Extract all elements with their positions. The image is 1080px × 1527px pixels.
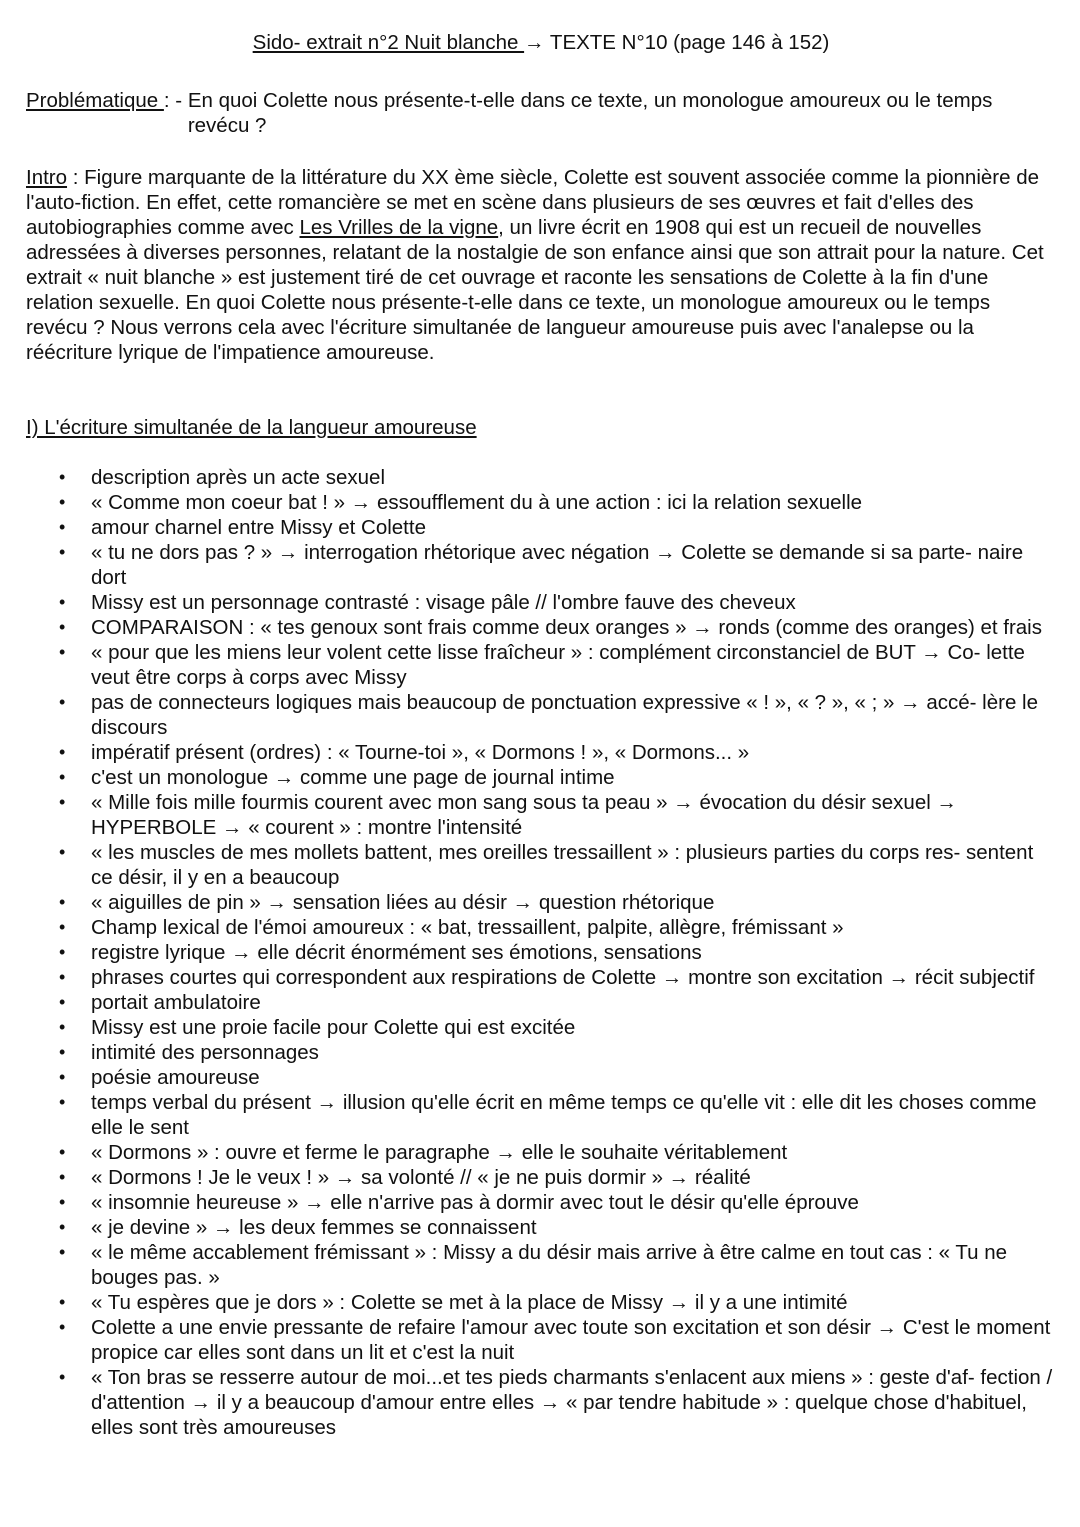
list-item-text: poésie amoureuse	[91, 1066, 260, 1089]
problem-text: En quoi Colette nous présente-t-elle dans ce texte, un monologue amoureux ou le temps revécu ?	[187, 89, 993, 137]
bullet-icon: •	[59, 1067, 66, 1087]
list-item	[26, 1015, 1056, 1040]
title-rest: → TEXTE N°10 (page 146 à 152)	[524, 31, 830, 54]
bullet-icon: •	[59, 1142, 66, 1162]
list-item	[26, 515, 1056, 540]
bullet-icon: •	[59, 1317, 66, 1337]
list-item-text: « le même accablement frémissant » : Missy a du désir mais arrive à être calme en tout cas : « Tu ne bouges pas. »	[91, 1241, 1008, 1289]
list-item	[26, 890, 1056, 915]
list-item	[26, 1240, 1056, 1290]
list-item	[26, 590, 1056, 615]
list-item	[26, 690, 1056, 740]
bullet-icon: •	[59, 942, 66, 962]
problem-separator: : -	[163, 89, 188, 112]
list-item-text: Champ lexical de l'émoi amoureux : « bat, tressaillent, palpite, allègre, frémissant »	[91, 916, 844, 939]
bullet-icon: •	[59, 992, 66, 1012]
list-item-text: Missy est un personnage contrasté : visage pâle // l'ombre fauve des cheveux	[91, 591, 796, 614]
intro-label: Intro	[26, 166, 68, 189]
bullet-icon: •	[59, 767, 66, 787]
bullet-list	[26, 465, 1056, 1440]
list-item	[26, 915, 1056, 940]
list-item-text: « les muscles de mes mollets battent, mes oreilles tressaillent » : plusieurs parties du corps res- sentent ce désir, il y en a beaucoup	[91, 841, 1034, 889]
problem-statement	[26, 88, 1056, 138]
list-item	[26, 1215, 1056, 1240]
list-item-text: Colette a une envie pressante de refaire l'amour avec toute son excitation et son désir → C'est le moment propice car elles sont dans un lit et c'est la nuit	[91, 1316, 1051, 1364]
bullet-icon: •	[59, 842, 66, 862]
list-item	[26, 965, 1056, 990]
list-item	[26, 1165, 1056, 1190]
bullet-icon: •	[59, 967, 66, 987]
bullet-icon: •	[59, 1292, 66, 1312]
list-item	[26, 990, 1056, 1015]
bullet-icon: •	[59, 1167, 66, 1187]
bullet-icon: •	[59, 592, 66, 612]
list-item	[26, 1065, 1056, 1090]
problem-label: Problématique	[26, 89, 164, 112]
list-item-text: « aiguilles de pin » → sensation liées au désir → question rhétorique	[91, 891, 715, 914]
document-title	[26, 30, 1056, 55]
intro-paragraph	[26, 165, 1056, 365]
list-item-text: « je devine » → les deux femmes se connaissent	[91, 1216, 537, 1239]
bullet-icon: •	[59, 492, 66, 512]
bullet-icon: •	[59, 1192, 66, 1212]
bullet-icon: •	[59, 742, 66, 762]
list-item	[26, 1365, 1056, 1440]
list-item	[26, 1190, 1056, 1215]
bullet-icon: •	[59, 642, 66, 662]
document-page	[26, 30, 1056, 1440]
list-item-text: temps verbal du présent → illusion qu'elle écrit en même temps ce qu'elle vit : elle dit les choses comme elle le sent	[91, 1091, 1037, 1139]
bullet-icon: •	[59, 892, 66, 912]
bullet-icon: •	[59, 542, 66, 562]
list-item-text: « tu ne dors pas ? » → interrogation rhétorique avec négation → Colette se demande si sa parte- naire dort	[91, 541, 1024, 589]
list-item-text: impératif présent (ordres) : « Tourne-toi », « Dormons ! », « Dormons... »	[91, 741, 750, 764]
list-item-text: Missy est une proie facile pour Colette qui est excitée	[91, 1016, 576, 1039]
list-item-text: « Dormons ! Je le veux ! » → sa volonté // « je ne puis dormir » → réalité	[91, 1166, 751, 1189]
intro-book-title: Les Vrilles de la vigne	[299, 216, 499, 239]
list-item-text: « insomnie heureuse » → elle n'arrive pas à dormir avec tout le désir qu'elle éprouve	[91, 1191, 859, 1214]
bullet-icon: •	[59, 467, 66, 487]
list-item	[26, 490, 1056, 515]
list-item	[26, 790, 1056, 840]
list-item-text: pas de connecteurs logiques mais beaucoup de ponctuation expressive « ! », « ? », « ; » → accé- lère le discours	[91, 691, 1038, 739]
list-item	[26, 615, 1056, 640]
list-item-text: c'est un monologue → comme une page de journal intime	[91, 766, 615, 789]
list-item	[26, 1040, 1056, 1065]
list-item-text: portait ambulatoire	[91, 991, 261, 1014]
bullet-icon: •	[59, 1217, 66, 1237]
list-item	[26, 1140, 1056, 1165]
list-item-text: « Mille fois mille fourmis courent avec mon sang sous ta peau » → évocation du désir sexuel → HYPERBOLE → « courent » : montre l'intensité	[91, 791, 957, 839]
bullet-icon: •	[59, 692, 66, 712]
list-item	[26, 465, 1056, 490]
list-item	[26, 940, 1056, 965]
list-item	[26, 740, 1056, 765]
list-item-text: « Ton bras se resserre autour de moi...et tes pieds charmants s'enlacent aux miens » : geste d'af- fection / d'attention → il y a beaucoup d'amour entre elles → « par tendre habitude » : quelque chose d'habituel, elles sont très amoureuses	[91, 1366, 1053, 1439]
list-item	[26, 765, 1056, 790]
list-item-text: intimité des personnages	[91, 1041, 319, 1064]
bullet-icon: •	[59, 1017, 66, 1037]
section-heading: I) L'écriture simultanée de la langueur amoureuse	[26, 416, 477, 439]
list-item-text: « Comme mon coeur bat ! » → essoufflement du à une action : ici la relation sexuelle	[91, 491, 863, 514]
intro-text-before: : Figure marquante de la littérature du XX ème siècle, Colette est souvent associée comme la pionnière de l'auto-fiction. En effet, cette romancière se met en scène dans plusieurs de ses œuvres et fait d'elles des autobiographies comme avec	[26, 166, 1040, 239]
list-item	[26, 1315, 1056, 1365]
list-item-text: phrases courtes qui correspondent aux respirations de Colette → montre son excitation → récit subjectif	[91, 966, 1035, 989]
bullet-icon: •	[59, 917, 66, 937]
list-item-text: COMPARAISON : « tes genoux sont frais comme deux oranges » → ronds (comme des oranges) et frais	[91, 616, 1042, 639]
bullet-icon: •	[59, 517, 66, 537]
list-item	[26, 640, 1056, 690]
list-item-text: description après un acte sexuel	[91, 466, 386, 489]
list-item-text: amour charnel entre Missy et Colette	[91, 516, 426, 539]
intro-text-after: , un livre écrit en 1908 qui est un recueil de nouvelles adressées à diverses personnes, relatant de la nostalgie de son enfance ainsi que son attrait pour la nature. Cet extrait « nuit blanche » est justement tiré de cet ouvrage et raconte les sensations de Colette à la fin d'une relation sexuelle. En quoi Colette nous présente-t-elle dans ce texte, un monologue amoureux ou le temps revécu ? Nous verrons cela avec l'écriture simultanée de langueur amoureuse puis avec l'analepse ou la réécriture lyrique de l'impatience amoureuse.	[26, 216, 1044, 364]
bullet-icon: •	[59, 1367, 66, 1387]
list-item-text: registre lyrique → elle décrit énormément ses émotions, sensations	[91, 941, 702, 964]
list-item	[26, 1090, 1056, 1140]
list-item	[26, 540, 1056, 590]
title-underlined: Sido- extrait n°2 Nuit blanche	[252, 31, 525, 54]
list-item-text: « pour que les miens leur volent cette lisse fraîcheur » : complément circonstanciel de BUT → Co- lette veut être corps à corps avec Missy	[91, 641, 1025, 689]
bullet-icon: •	[59, 1042, 66, 1062]
bullet-icon: •	[59, 792, 66, 812]
list-item-text: « Tu espères que je dors » : Colette se met à la place de Missy → il y a une intimité	[91, 1291, 848, 1314]
list-item	[26, 1290, 1056, 1315]
bullet-icon: •	[59, 617, 66, 637]
bullet-icon: •	[59, 1242, 66, 1262]
list-item-text: « Dormons » : ouvre et ferme le paragraphe → elle le souhaite véritablement	[91, 1141, 788, 1164]
bullet-icon: •	[59, 1092, 66, 1112]
list-item	[26, 840, 1056, 890]
